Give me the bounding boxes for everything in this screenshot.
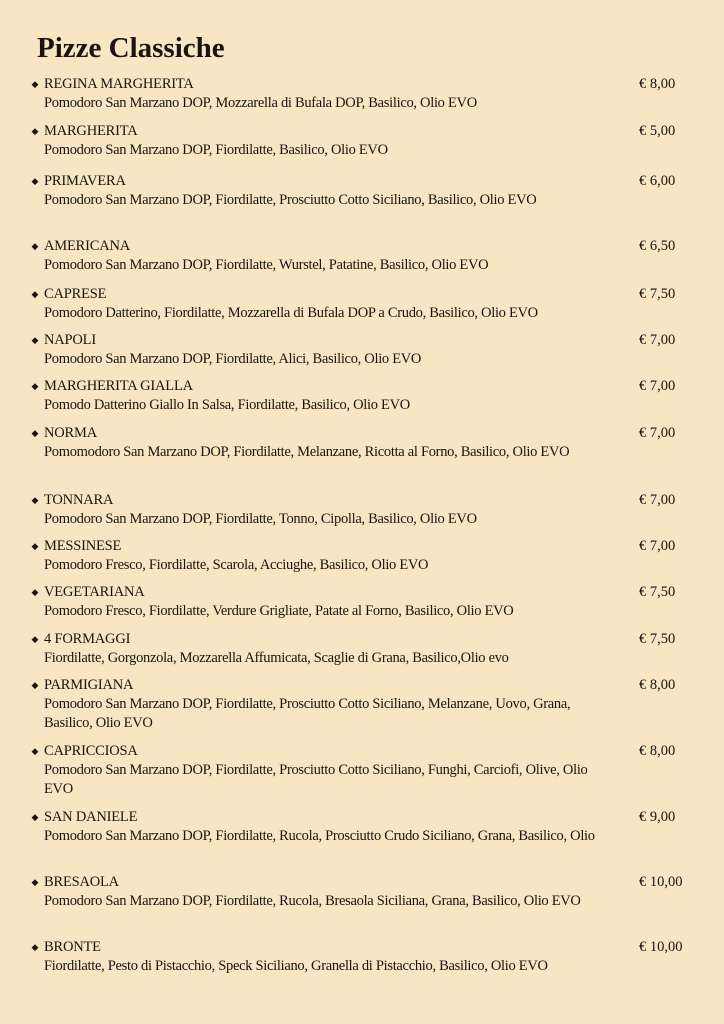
menu-item-margherita [30, 121, 690, 160]
diamond-bullet-icon: ◆ [31, 126, 39, 136]
diamond-bullet-icon: ◆ [31, 942, 39, 952]
item-description: Pomodoro San Marzano DOP, Fiordilatte, Rucola, Prosciutto Crudo Siciliano, Grana, Basilico, Olio [44, 828, 595, 844]
menu-item-margherita-gialla [30, 376, 690, 415]
item-description: Pomodoro San Marzano DOP, Fiordilatte, Alici, Basilico, Olio EVO [44, 351, 422, 367]
item-name: TONNARA [44, 492, 114, 508]
item-price: € 7,00 [639, 538, 676, 554]
item-price: € 6,50 [639, 238, 676, 254]
menu-item-norma [30, 423, 690, 462]
item-description: Pomodoro San Marzano DOP, Fiordilatte, Basilico, Olio EVO [44, 142, 388, 158]
diamond-bullet-icon: ◆ [31, 812, 39, 822]
item-description: Pomodoro Datterino, Fiordilatte, Mozzarella di Bufala DOP a Crudo, Basilico, Olio EVO [44, 305, 538, 321]
item-name: SAN DANIELE [44, 809, 138, 825]
menu-item-regina-margherita [30, 74, 690, 113]
item-price: € 7,00 [639, 332, 676, 348]
item-name: VEGETARIANA [44, 584, 145, 600]
diamond-bullet-icon: ◆ [31, 335, 39, 345]
item-price: € 5,00 [639, 123, 676, 139]
item-name: MESSINESE [44, 538, 122, 554]
item-description: Pomodoro Fresco, Fiordilatte, Scarola, Acciughe, Basilico, Olio EVO [44, 557, 429, 573]
menu-item-san-daniele [30, 807, 690, 846]
menu-item-napoli [30, 330, 690, 369]
item-price: € 10,00 [639, 874, 683, 890]
menu-item-parmigiana [30, 675, 690, 733]
item-description: Pomodoro San Marzano DOP, Fiordilatte, Tonno, Cipolla, Basilico, Olio EVO [44, 511, 477, 527]
diamond-bullet-icon: ◆ [31, 680, 39, 690]
diamond-bullet-icon: ◆ [31, 428, 39, 438]
menu-item-vegetariana [30, 582, 690, 621]
diamond-bullet-icon: ◆ [31, 634, 39, 644]
item-description: Pomomodoro San Marzano DOP, Fiordilatte, Melanzane, Ricotta al Forno, Basilico, Olio EVO [44, 444, 570, 460]
menu-item-bresaola [30, 872, 690, 911]
diamond-bullet-icon: ◆ [31, 241, 39, 251]
item-price: € 7,50 [639, 631, 676, 647]
item-price: € 8,00 [639, 743, 676, 759]
item-name: PARMIGIANA [44, 677, 134, 693]
item-description: Pomodoro San Marzano DOP, Fiordilatte, Rucola, Bresaola Siciliana, Grana, Basilico, Olio EVO [44, 893, 581, 909]
page-title: Pizze Classiche [37, 32, 225, 64]
item-name: 4 FORMAGGI [44, 631, 131, 647]
item-description: Pomodoro San Marzano DOP, Fiordilatte, Wurstel, Patatine, Basilico, Olio EVO [44, 257, 489, 273]
item-description: Pomodoro Fresco, Fiordilatte, Verdure Grigliate, Patate al Forno, Basilico, Olio EVO [44, 603, 514, 619]
item-price: € 8,00 [639, 677, 676, 693]
item-description: Pomodoro San Marzano DOP, Fiordilatte, Prosciutto Cotto Siciliano, Melanzane, Uovo, Grana, Basilico, Olio EVO [44, 696, 571, 731]
item-name: CAPRICCIOSA [44, 743, 138, 759]
item-price: € 7,50 [639, 584, 676, 600]
item-name: REGINA MARGHERITA [44, 76, 194, 92]
item-price: € 7,00 [639, 425, 676, 441]
menu-item-messinese [30, 536, 690, 575]
diamond-bullet-icon: ◆ [31, 541, 39, 551]
menu-item-americana [30, 236, 690, 275]
item-name: MARGHERITA GIALLA [44, 378, 193, 394]
diamond-bullet-icon: ◆ [31, 746, 39, 756]
menu-item-tonnara [30, 490, 690, 529]
item-name: MARGHERITA [44, 123, 138, 139]
diamond-bullet-icon: ◆ [31, 495, 39, 505]
menu-item-capricciosa [30, 741, 690, 799]
item-name: NAPOLI [44, 332, 96, 348]
diamond-bullet-icon: ◆ [31, 176, 39, 186]
item-description: Fiordilatte, Gorgonzola, Mozzarella Affumicata, Scaglie di Grana, Basilico,Olio evo [44, 650, 509, 666]
item-description: Pomodoro San Marzano DOP, Mozzarella di Bufala DOP, Basilico, Olio EVO [44, 95, 477, 111]
item-price: € 7,00 [639, 378, 676, 394]
item-description: Pomodoro San Marzano DOP, Fiordilatte, Prosciutto Cotto Siciliano, Funghi, Carciofi, Olive, Olio EVO [44, 762, 588, 797]
item-name: CAPRESE [44, 286, 107, 302]
item-price: € 9,00 [639, 809, 676, 825]
item-name: PRIMAVERA [44, 173, 126, 189]
item-description: Pomodo Datterino Giallo In Salsa, Fiordilatte, Basilico, Olio EVO [44, 397, 410, 413]
item-price: € 8,00 [639, 76, 676, 92]
item-price: € 7,50 [639, 286, 676, 302]
item-description: Pomodoro San Marzano DOP, Fiordilatte, Prosciutto Cotto Siciliano, Basilico, Olio EVO [44, 192, 537, 208]
diamond-bullet-icon: ◆ [31, 877, 39, 887]
menu-item-primavera [30, 171, 690, 210]
menu-item-bronte [30, 937, 690, 976]
item-price: € 10,00 [639, 939, 683, 955]
item-name: AMERICANA [44, 238, 131, 254]
item-description: Fiordilatte, Pesto di Pistacchio, Speck Siciliano, Granella di Pistacchio, Basilico, Olio EVO [44, 958, 548, 974]
diamond-bullet-icon: ◆ [31, 381, 39, 391]
diamond-bullet-icon: ◆ [31, 289, 39, 299]
item-price: € 6,00 [639, 173, 676, 189]
item-name: NORMA [44, 425, 97, 441]
item-name: BRONTE [44, 939, 101, 955]
item-name: BRESAOLA [44, 874, 119, 890]
menu-item-caprese [30, 284, 690, 323]
menu-item-4-formaggi [30, 629, 690, 668]
diamond-bullet-icon: ◆ [31, 587, 39, 597]
diamond-bullet-icon: ◆ [31, 79, 39, 89]
item-price: € 7,00 [639, 492, 676, 508]
